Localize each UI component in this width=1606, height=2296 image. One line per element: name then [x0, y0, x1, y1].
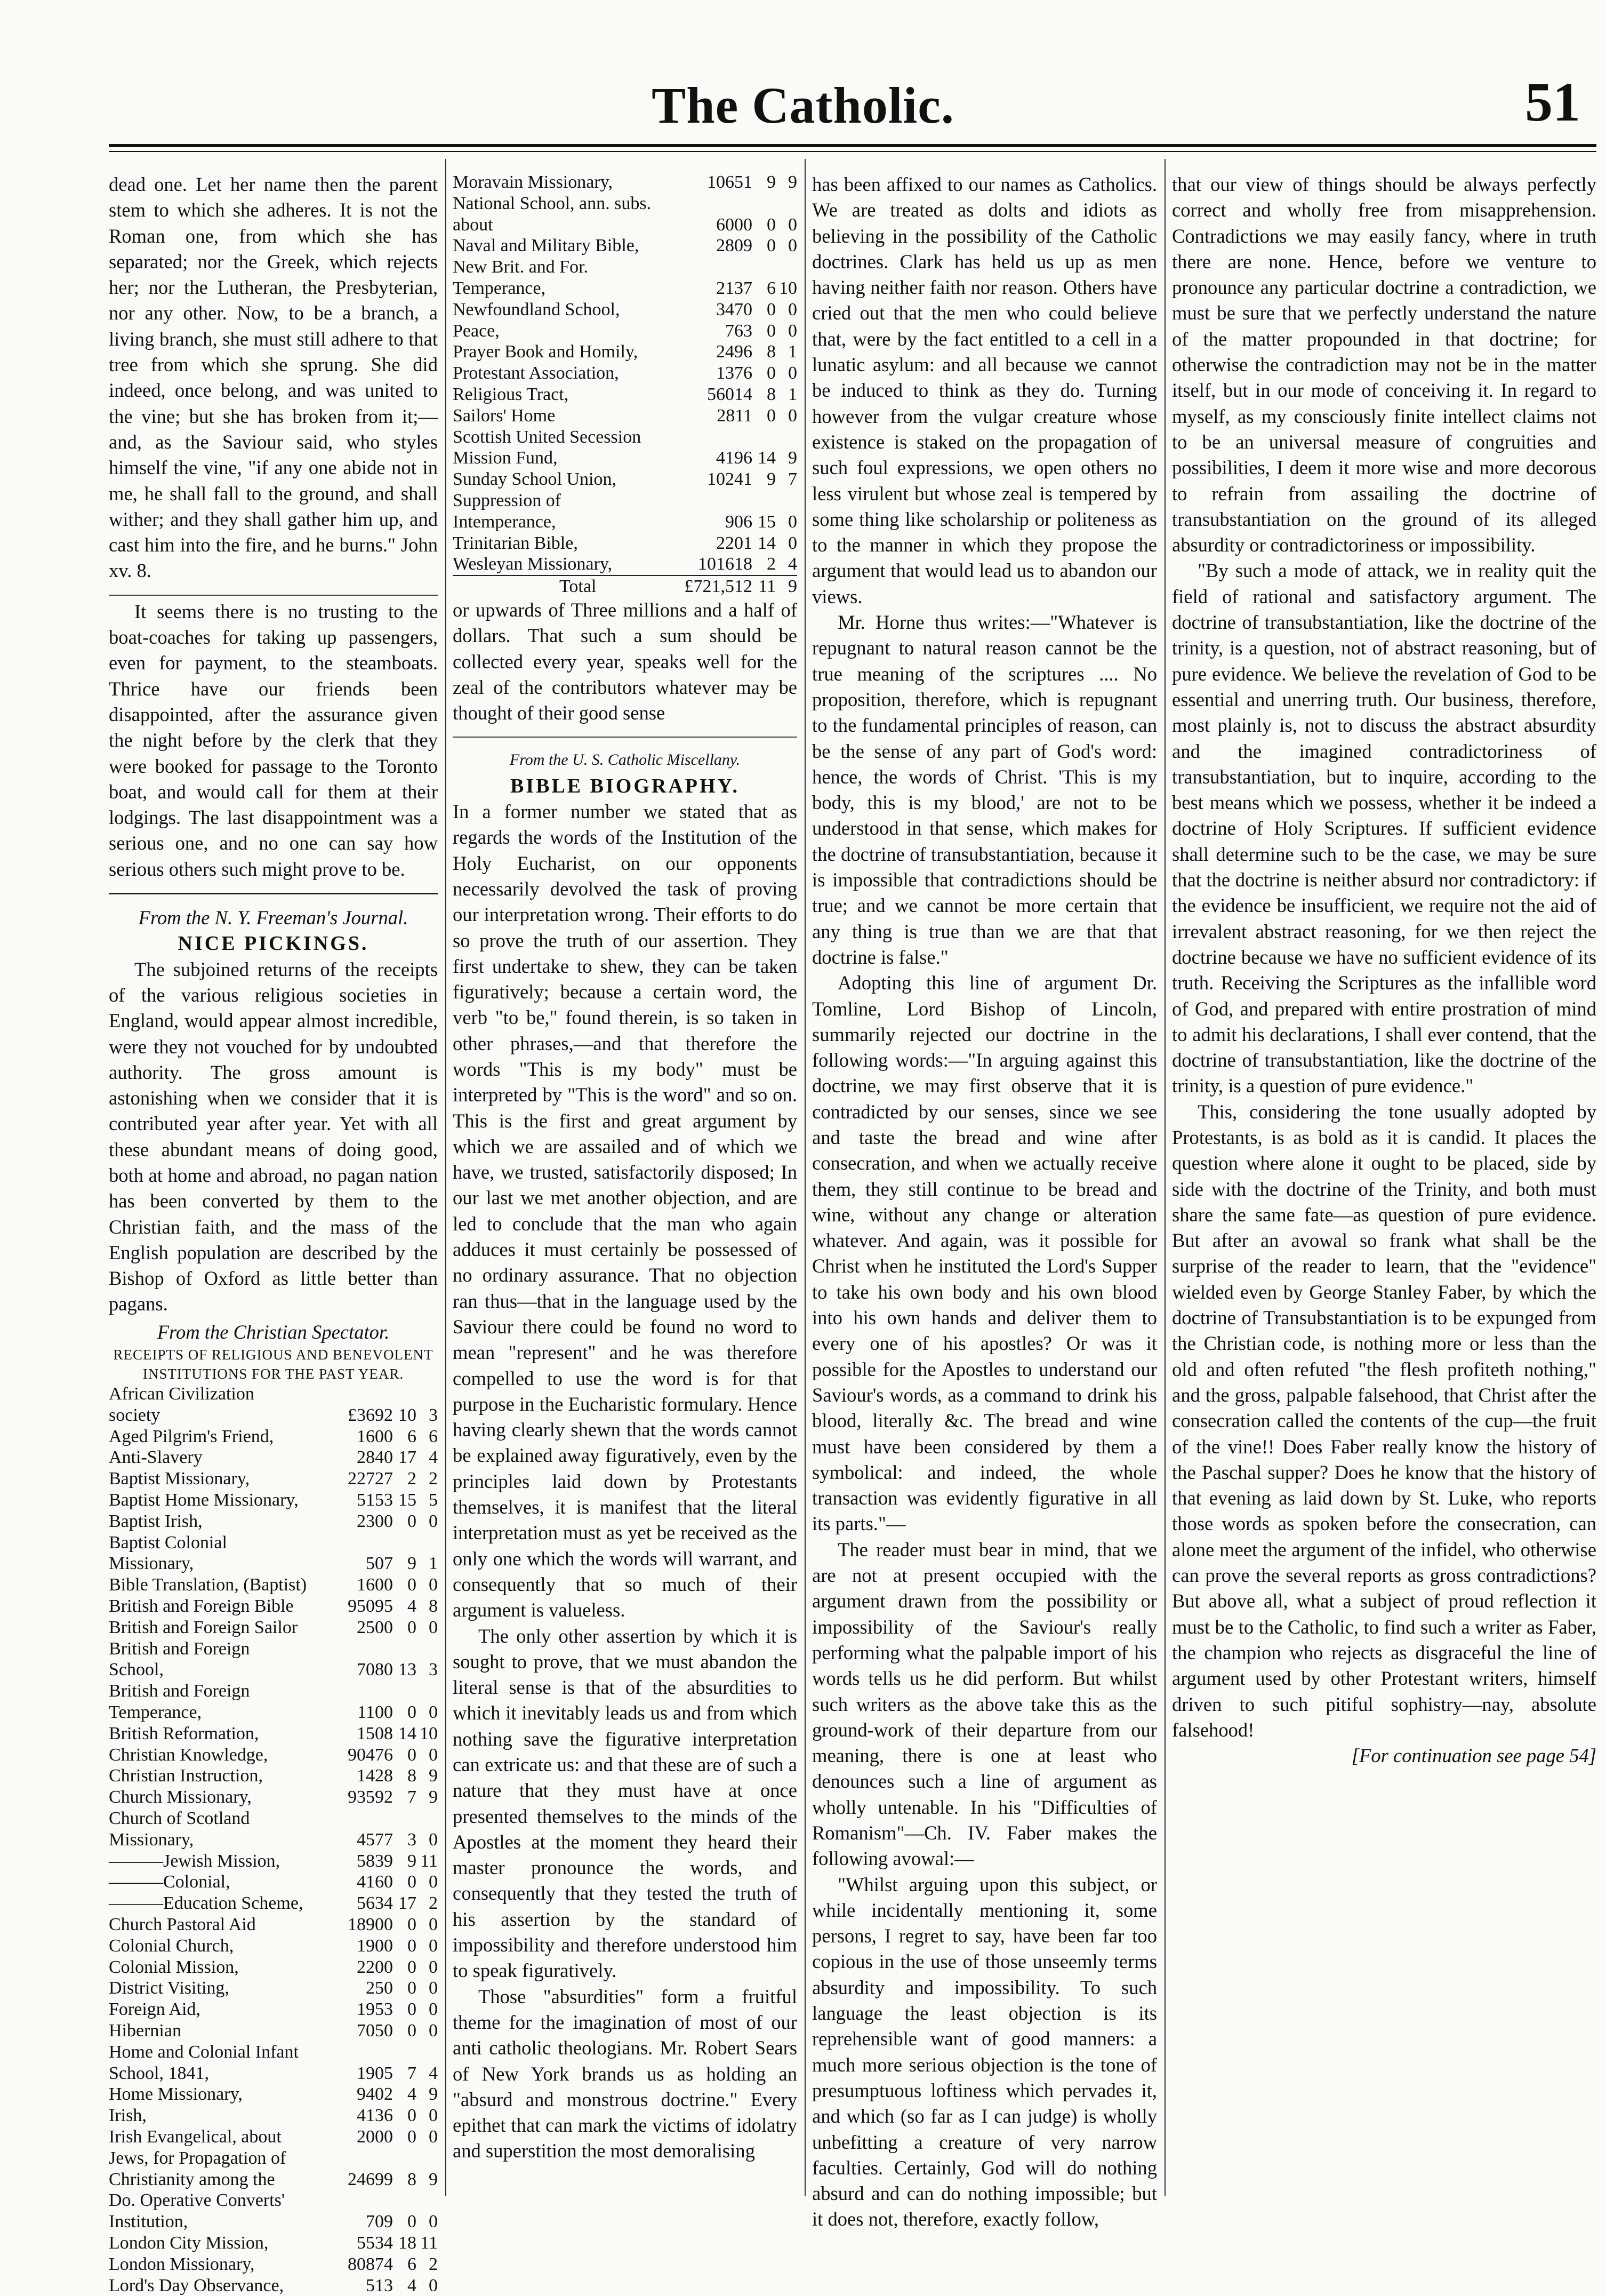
article-paragraph: "Whilst arguing upon this subject, or while incidentally mentioning it, some persons, I regret to say, have been far too copious in the use of those unseemly terms absurdity and impossibility. To such language the least objection is its reprehensible want of good manners: a much more serious objection is the tone of presumptuous loftiness which pervades it, and which (so far as I can judge) is wholly unbefitting a creature of very narrow faculties. Certainly, God will do nothing absurd and can do nothing impossible; but it does not, therefore, exactly follow,	[812, 1873, 1157, 2230]
institution-name: Christian Instruction,	[109, 1766, 263, 1786]
amount-pounds: 2840	[357, 1447, 393, 1468]
article-paragraph: has been affixed to our names as Catholics. We are treated as dolts and idiots as believing in the possibility of the Catholic doctrines. Clark has held us up as men having neither faith nor reason. Others have cried out that the men who could believe that, were by the fact entitled to a cell in a lunatic asylum: and all because we cannot be induced to think as they do. Turning however from the vulgar creature whose existence is staked on the propagation of such foul expressions, we open others no less virulent but whose zeal is tempered by some thing like scholarship or politeness as to the manner in which they propose the argument that would lead us to abandon our views.	[812, 173, 1157, 607]
institution-name: Naval and Military Bible,	[453, 236, 639, 256]
institution-name: Home Missionary,	[109, 2084, 243, 2105]
institution-name: District Visiting,	[109, 1978, 229, 1998]
institution-name: Sunday School Union,	[453, 469, 616, 490]
amount-shillings: 14	[758, 533, 776, 553]
table-row	[109, 1447, 438, 1468]
amount-pounds: 22727	[348, 1469, 393, 1489]
amount-shillings: 7	[407, 2063, 416, 2083]
table-row	[109, 2105, 438, 2126]
institution-name: Home and Colonial Infant School, 1841,	[109, 2042, 299, 2083]
column-2	[453, 172, 797, 2198]
institution-name: Baptist Home Missionary,	[109, 1490, 299, 1510]
amount-pence: 4	[429, 2063, 438, 2083]
table-row	[109, 2233, 438, 2254]
amount-shillings: 0	[407, 2020, 416, 2041]
amount-shillings: 0	[407, 1935, 416, 1956]
amount-shillings: 6	[767, 278, 776, 298]
amount-pence: 0	[429, 2126, 438, 2147]
article-source: From the U. S. Catholic Miscellany.	[509, 751, 741, 769]
article-paragraph: It seems there is no trusting to the boat-coaches for taking up passengers, even for payment, to the steamboats. Thrice have our friends been disappointed, after the assurance given the night before by the clerk that they were booked for passage to the Toronto boat, and would call for them at their lodgings. The last disappointment was a serious one, and no one can say how serious others such might prove to be.	[109, 600, 438, 880]
institution-name: Church Missionary,	[109, 1787, 252, 1807]
table-row	[109, 2275, 438, 2296]
amount-pounds: 95095	[348, 1596, 393, 1617]
amount-pence: 0	[429, 1978, 438, 1998]
amount-pounds: 2201	[716, 533, 752, 553]
amount-pounds: 7050	[357, 2020, 393, 2041]
institution-name: Bible Translation, (Baptist)	[109, 1575, 307, 1595]
amount-shillings: 0	[407, 1978, 416, 1998]
column-separator	[805, 159, 806, 2196]
amount-pence: 0	[429, 1957, 438, 1977]
continuation-note: [For continuation see page 54]	[1351, 1745, 1596, 1767]
amount-shillings: 0	[767, 363, 776, 383]
article-source: From the N. Y. Freeman's Journal.	[138, 907, 408, 929]
institution-name: Church Pastoral Aid	[109, 1914, 256, 1934]
institution-name: Hibernian	[109, 2020, 181, 2041]
amount-pounds: 9402	[357, 2084, 393, 2105]
table-row	[109, 2042, 438, 2084]
institution-name: Prayer Book and Homily,	[453, 342, 638, 362]
table-row	[109, 1596, 438, 1617]
amount-shillings: 4	[407, 1596, 416, 1617]
amount-pounds: 18900	[348, 1914, 393, 1934]
amount-pence: 2	[429, 2254, 438, 2274]
institution-name: British and Foreign Bible	[109, 1596, 294, 1617]
receipts-table	[109, 1383, 438, 2296]
institution-name: ———Education Scheme,	[109, 1893, 303, 1914]
amount-pounds: 93592	[348, 1787, 393, 1807]
amount-shillings: 0	[767, 299, 776, 319]
amount-pence: 0	[429, 1617, 438, 1637]
amount-pence: 0	[429, 1575, 438, 1595]
table-row	[109, 1871, 438, 1893]
table-row	[109, 1723, 438, 1745]
table-row	[453, 235, 797, 257]
table-row	[453, 341, 797, 363]
divider	[453, 737, 797, 738]
institution-name: Moravain Missionary,	[453, 172, 613, 192]
amount-pounds: 1428	[357, 1766, 393, 1786]
amount-shillings: 4	[407, 2275, 416, 2295]
amount-pence: 3	[429, 1405, 438, 1425]
total-pence: 9	[776, 575, 797, 597]
column-1	[109, 172, 438, 2295]
total-shillings: 11	[752, 575, 776, 597]
amount-pounds: 1600	[357, 1426, 393, 1446]
amount-pence: 2	[429, 1893, 438, 1914]
institution-name: National School, ann. subs. about	[453, 193, 652, 235]
table-row	[109, 1745, 438, 1766]
amount-pence: 9	[429, 1787, 438, 1807]
table-row	[109, 2254, 438, 2275]
amount-pounds: 5153	[357, 1490, 393, 1510]
article-paragraph: In a former number we stated that as regards the words of the Institution of the Holy Eucharist, on our opponents necessarily devolved the task of proving our interpretation wrong. Their efforts to do so prove the truth of our assertion. They first undertake to shew, they can be taken figuratively; because a certain word, the verb "to be," found therein, is so taken in other phrases,—and that therefore the words "This is my body" must be interpreted by "This is the word" and so on. This is the first and great argument by which we are assailed and of which we have, we trusted, satisfactorily disposed; In our last we met another objection, and are led to conclude that the man who again adduces it must certainly be possessed of no ordinary assurance. That no objection ran thus—that in the language used by the Saviour there could be found no word to mean "represent" and he was therefore compelled to use the word is for that purpose in the Eucharistic formulary. Hence having clearly shewn that the words cannot be explained away figuratively, even by the principles laid down by Protestants themselves, it is manifest that the literal interpretation must as yet be received as the only one which the words will warrant, and consequently that so much of their argument is valueless.	[453, 801, 797, 1621]
amount-pounds: 1600	[357, 1575, 393, 1595]
institution-name: Lord's Day Observance,	[109, 2275, 284, 2295]
article-paragraph: that our view of things should be always perfectly correct and wholly free from misapprehension. Contradictions we may easily fancy, where in truth there are none. Hence, before we venture to pronounce any particular doctrine a contradiction, we must be sure that we perfectly understand the nature of the matter propounded in that doctrine; for otherwise the contradiction may not be in the matter itself, but in our mode of conceiving it. In regard to myself, as my consciously finite intellect claims not to be an universal measure of congruities and possibilities, I deem it more wise and more decorous to refrain from assailing the doctrine of transubstantiation on the ground of its alleged absurdity or contradictoriness or impossibility.	[1172, 173, 1596, 556]
institution-name: British and Foreign Temperance,	[109, 1681, 250, 1723]
amount-pounds: 80874	[348, 2254, 393, 2274]
amount-pounds: 24699	[348, 2169, 393, 2189]
amount-shillings: 8	[767, 342, 776, 362]
amount-pounds: 10651	[707, 172, 752, 192]
amount-pounds: £3692	[348, 1405, 393, 1425]
total-label: Total	[453, 575, 635, 597]
amount-shillings: 8	[407, 2169, 416, 2189]
amount-pounds: 10241	[707, 469, 752, 490]
institution-name: London City Mission,	[109, 2233, 269, 2253]
amount-shillings: 0	[407, 1702, 416, 1723]
amount-pounds: 1905	[357, 2063, 393, 2083]
institution-name: Newfoundland School,	[453, 299, 620, 319]
table-row	[109, 1893, 438, 1914]
amount-pounds: 4196	[716, 448, 752, 468]
amount-shillings: 3	[407, 1829, 416, 1850]
amount-shillings: 8	[767, 384, 776, 404]
institution-name: Irish Evangelical, about	[109, 2126, 282, 2147]
amount-shillings: 15	[398, 1490, 416, 1510]
amount-shillings: 0	[767, 321, 776, 341]
institution-name: African Civilization society	[109, 1384, 254, 1425]
amount-pence: 0	[788, 533, 797, 553]
amount-shillings: 7	[407, 1787, 416, 1807]
table-row	[453, 193, 797, 236]
amount-pounds: 906	[725, 511, 752, 532]
amount-pence: 10	[779, 278, 797, 298]
amount-pence: 0	[788, 405, 797, 426]
amount-pence: 9	[429, 2169, 438, 2189]
institution-name: Wesleyan Missionary,	[453, 554, 613, 574]
receipts-total	[453, 575, 797, 597]
institution-name: New Brit. and For. Temperance,	[453, 257, 589, 298]
column-separator	[445, 159, 446, 2196]
institution-name: Peace,	[453, 321, 500, 341]
institution-name: Religious Tract,	[453, 384, 569, 404]
amount-pence: 5	[429, 1490, 438, 1510]
amount-pence: 0	[788, 511, 797, 532]
amount-pounds: 1900	[357, 1935, 393, 1956]
table-row	[109, 1851, 438, 1872]
article-paragraph: The subjoined returns of the receipts of the various religious societies in England, would appear almost incredible, were they not vouched for by undoubted authority. The gross amount is astonishing when we consider that it is contributed year after year. Yet with all these abundant means of doing good, both at home and abroad, no pagan nation has been converted by them to the Christian faith, and the mass of the English population are described by the Bishop of Oxford as little better than pagans.	[109, 958, 438, 1315]
amount-pounds: 1100	[357, 1702, 393, 1723]
amount-shillings: 9	[767, 469, 776, 490]
amount-pounds: 6000	[716, 214, 752, 235]
amount-pence: 0	[429, 2275, 438, 2295]
amount-pence: 0	[788, 321, 797, 341]
amount-pence: 0	[429, 1935, 438, 1956]
amount-shillings: 6	[407, 2254, 416, 2274]
amount-pounds: 2500	[357, 1617, 393, 1637]
amount-shillings: 17	[398, 1447, 416, 1468]
column-separator	[1165, 159, 1166, 2196]
amount-pence: 0	[429, 1511, 438, 1531]
amount-pounds: 56014	[707, 384, 752, 404]
amount-pounds: 1376	[716, 363, 752, 383]
amount-shillings: 6	[407, 1426, 416, 1446]
article-paragraph: The only other assertion by which it is sought to prove, that we must abandon the literal sense is that of the absurdities to which it inevitably leads us and from which nothing save the figurative interpretation can extricate us: and that these are of such a nature that they must have at once presented themselves to the minds of the Apostles at the moment they heard their master pronounce the words, and consequently that they tested the truth of his assertion by the standard of impossibility and therefore understood him to speak figuratively.	[453, 1625, 797, 1982]
amount-shillings: 4	[407, 2084, 416, 2105]
table-row	[453, 321, 797, 342]
article-paragraph: dead one. Let her name then the parent stem to which she adheres. It is not the Roman one, from which she has separated; nor the Greek, which rejects her; nor the Lutheran, the Presbyterian, nor any other. Now, to be a branch, a living branch, she must still adhere to that tree from which she sprung. She did indeed, once belong, and was united to the vine; but she has broken from it;—and, as the Saviour said, who styles himself the vine, "if any one abide not in me, he shall fall to the ground, and shall wither; and they shall gather him up, and cast him into the fire, and he burns." John xv. 8.	[109, 173, 438, 582]
amount-pounds: 2200	[357, 1957, 393, 1977]
amount-pence: 1	[788, 342, 797, 362]
institution-name: Baptist Irish,	[109, 1511, 203, 1531]
article-paragraph: "By such a mode of attack, we in reality quit the field of rational and satisfactory argument. The doctrine of transubstantiation, like the doctrine of the trinity, is a question, not of abstract reasoning, but of pure evidence. We believe the revelation of God to be essential and unerring truth. Our business, therefore, most plainly is, not to discuss the abstract absurdity and the imagined contradictoriness of transubstantiation, but to inquire, according to the best means which we possess, whether it be indeed a doctrine of Holy Scriptures. If sufficient evidence shall determine such to be the case, we may be sure that the doctrine is neither absurd nor contradictory: if the evidence be insufficient, we require not the aid of irrevalent abstract reasoning, for we then reject the doctrine because we have no sufficient evidence of its truth. Receiving the Scriptures as the infallible word of God, and prepared with entire prostration of mind to admit his declarations, I shall ever contend, that the doctrine of transubstantiation, like the doctrine of the trinity, is a question of pure evidence."	[1172, 559, 1596, 1097]
table-row	[453, 384, 797, 405]
amount-pounds: 763	[725, 321, 752, 341]
amount-pence: 8	[429, 1596, 438, 1617]
table-row	[109, 1914, 438, 1935]
table-row	[109, 2148, 438, 2190]
amount-shillings: 0	[407, 2126, 416, 2147]
amount-pounds: 2300	[357, 1511, 393, 1531]
amount-shillings: 18	[398, 2233, 416, 2253]
amount-pounds: 4577	[357, 1829, 393, 1850]
amount-shillings: 8	[407, 1766, 416, 1786]
institution-name: Baptist Colonial Missionary,	[109, 1532, 227, 1574]
amount-pounds: 2809	[716, 236, 752, 256]
institution-name: Baptist Missionary,	[109, 1469, 250, 1489]
amount-pence: 9	[788, 172, 797, 192]
amount-shillings: 0	[407, 2212, 416, 2232]
amount-pounds: 2496	[716, 342, 752, 362]
amount-pounds: 90476	[348, 1745, 393, 1765]
institution-name: British and Foreign Sailor	[109, 1617, 298, 1637]
amount-pounds: 513	[366, 2275, 393, 2295]
institution-name: Protestant Association,	[453, 363, 619, 383]
table-row	[109, 1511, 438, 1532]
institution-name: Anti-Slavery	[109, 1447, 203, 1468]
table-row	[453, 490, 797, 533]
table-row	[109, 1574, 438, 1596]
table-row	[109, 1532, 438, 1575]
table-row	[109, 1638, 438, 1681]
amount-pounds: 4160	[357, 1872, 393, 1892]
amount-pounds: 5534	[357, 2233, 393, 2253]
amount-pence: 7	[788, 469, 797, 490]
table-row	[109, 1490, 438, 1511]
amount-shillings: 0	[407, 1957, 416, 1977]
page-title: The Catholic.	[652, 77, 954, 134]
institution-name: British Reformation,	[109, 1723, 259, 1743]
amount-pence: 0	[429, 1914, 438, 1934]
institution-name: Church of Scotland Missionary,	[109, 1809, 250, 1850]
institution-name: Colonial Church,	[109, 1935, 234, 1956]
institution-name: Trinitarian Bible,	[453, 533, 578, 553]
amount-pence: 1	[429, 1554, 438, 1574]
table-row	[453, 469, 797, 490]
amount-pounds: 5839	[357, 1851, 393, 1871]
table-row	[109, 1468, 438, 1490]
amount-shillings: 14	[758, 448, 776, 468]
amount-shillings: 13	[398, 1660, 416, 1680]
amount-pence: 4	[788, 554, 797, 574]
page-number: 51	[1525, 71, 1580, 133]
amount-pence: 10	[420, 1723, 438, 1743]
header-rule-thin	[109, 151, 1596, 152]
amount-pence: 2	[429, 1469, 438, 1489]
table-row	[109, 1999, 438, 2020]
amount-shillings: 0	[407, 1745, 416, 1765]
article-source: From the Christian Spectator.	[157, 1321, 390, 1343]
table-row	[453, 554, 797, 575]
article-paragraph: Adopting this line of argument Dr. Tomline, Lord Bishop of Lincoln, summarily rejected our doctrine in the following words:—"In arguing against this doctrine, we may first observe that it is contradicted by our senses, since we see and taste the bread and wine after consecration, and when we actually receive them, they still continue to be bread and wine, without any change or alteration whatever. And again, was it possible for Christ when he instituted the Lord's Supper to take his own body and his own blood into his own hands and deliver them to every one of his apostles? Or was it possible for the Apostles to understand our Saviour's words, as a command to drink his blood, literally &c. The bread and wine must have been considered by them a symbolical: and indeed, the whole transaction was evidently figurative in all its parts."—	[812, 972, 1157, 1535]
institution-name: ———Colonial,	[109, 1872, 230, 1892]
amount-shillings: 0	[407, 1914, 416, 1934]
amount-pounds: 2000	[357, 2126, 393, 2147]
article-paragraph: The reader must bear in mind, that we are not at present occupied with the argument drawn from the possibility or impossibility of the Saviour's really performing what the palpable import of his words tells us he did perform. But whilst such writers as the above take this as the ground-work of their departure from our meaning, there is one at least who denounces such a line of argument as wholly untenable. In his "Difficulties of Romanism"—Ch. IV. Faber makes the following avowal:—	[812, 1538, 1157, 1870]
amount-pence: 6	[429, 1426, 438, 1446]
table-row	[453, 533, 797, 554]
amount-shillings: 2	[407, 1469, 416, 1489]
amount-pence: 0	[429, 2212, 438, 2232]
amount-pence: 4	[429, 1447, 438, 1468]
amount-shillings: 0	[407, 1872, 416, 1892]
amount-pounds: 4136	[357, 2106, 393, 2126]
table-row	[109, 2084, 438, 2105]
institution-name: ———Jewish Mission,	[109, 1851, 280, 1871]
table-title: RECEIPTS OF RELIGIOUS AND BENEVOLENT INSTITUTIONS FOR THE PAST YEAR.	[113, 1347, 433, 1382]
amount-pounds: 1508	[357, 1723, 393, 1743]
article-heading: BIBLE BIOGRAPHY.	[510, 774, 740, 797]
amount-pence: 0	[788, 363, 797, 383]
amount-pounds: 3470	[716, 299, 752, 319]
amount-shillings: 0	[767, 214, 776, 235]
amount-shillings: 0	[407, 1511, 416, 1531]
table-row	[109, 1957, 438, 1978]
amount-pounds: 2811	[717, 405, 752, 426]
amount-pounds: 709	[366, 2212, 393, 2232]
amount-shillings: 15	[758, 511, 776, 532]
amount-shillings: 17	[398, 1893, 416, 1914]
amount-shillings: 14	[398, 1723, 416, 1743]
table-row	[453, 172, 797, 193]
table-row	[109, 1935, 438, 1957]
column-3	[812, 172, 1157, 2230]
header-rule	[109, 144, 1596, 147]
amount-shillings: 0	[407, 1575, 416, 1595]
institution-name: Do. Operative Converts' Institution,	[109, 2190, 285, 2232]
amount-pence: 0	[788, 214, 797, 235]
amount-pounds: 250	[366, 1978, 393, 1998]
article-paragraph: Those "absurdities" form a fruitful theme for the imagination of most of our anti catholic theologians. Mr. Robert Sears of New York brands us as holding an "absurd and monstrous doctrine." Every epithet that can mark the victims of idolatry and superstition the most demoralising	[453, 1985, 797, 2162]
amount-pounds: 507	[366, 1554, 393, 1574]
table-row	[109, 1787, 438, 1808]
amount-pence: 0	[788, 299, 797, 319]
amount-pence: 11	[420, 1851, 438, 1871]
amount-pounds: 2137	[716, 278, 752, 298]
amount-pounds: 101618	[698, 554, 752, 574]
amount-pounds: 1953	[357, 1999, 393, 2020]
table-row	[453, 427, 797, 469]
institution-name: Jews, for Propagation of Christianity among the	[109, 2148, 286, 2189]
institution-name: Foreign Aid,	[109, 1999, 200, 2020]
table-row	[109, 2126, 438, 2148]
article-paragraph: Mr. Horne thus writes:—"Whatever is repugnant to natural reason cannot be the true meaning of the scriptures .... No proposition, therefore, which is repugnant to the fundamental principles of reason, can be the sense of any part of God's word: hence, the words of Christ. 'This is my body, this is my blood,' are not to be understood in that sense, which makes for the doctrine of transubstantiation, because it is impossible that contradictions should be true; and we cannot be more certain that any thing is true than we are that that doctrine is false."	[812, 611, 1157, 968]
amount-pence: 1	[788, 384, 797, 404]
institution-name: London Missionary,	[109, 2254, 255, 2274]
institution-name: Sailors' Home	[453, 405, 556, 426]
column-4	[1172, 172, 1596, 2198]
table-row	[109, 1978, 438, 1999]
amount-pence: 9	[429, 2084, 438, 2105]
institution-name: Scottish United Secession Mission Fund,	[453, 427, 641, 468]
amount-shillings: 9	[767, 172, 776, 192]
table-row	[453, 257, 797, 299]
table-row	[109, 1383, 438, 1426]
table-row	[109, 1426, 438, 1447]
amount-pence: 0	[429, 1702, 438, 1723]
amount-pence: 0	[429, 1999, 438, 2020]
table-row	[109, 2190, 438, 2233]
institution-name: Christian Knowledge,	[109, 1745, 268, 1765]
table-row	[109, 1808, 438, 1851]
amount-pence: 9	[788, 448, 797, 468]
article-paragraph: or upwards of Three millions and a half of dollars. That such a sum should be collected every year, speaks well for the zeal of the contributors whatever may be thought of their good sense	[453, 598, 797, 724]
amount-shillings: 10	[398, 1405, 416, 1425]
amount-shillings: 0	[407, 1617, 416, 1637]
article-heading: NICE PICKINGS.	[178, 932, 369, 955]
amount-pounds: 5634	[357, 1893, 393, 1914]
institution-name: Irish,	[109, 2106, 147, 2126]
institution-name: Suppression of Intemperance,	[453, 490, 561, 532]
institution-name: Colonial Mission,	[109, 1957, 239, 1977]
table-row	[109, 1681, 438, 1723]
amount-shillings: 0	[407, 2106, 416, 2126]
amount-pence: 11	[420, 2233, 438, 2253]
table-row	[109, 2020, 438, 2042]
amount-shillings: 9	[407, 1554, 416, 1574]
amount-shillings: 0	[767, 236, 776, 256]
amount-pence: 0	[429, 1745, 438, 1765]
receipts-table-continued	[453, 172, 797, 575]
amount-pence: 3	[429, 1660, 438, 1680]
amount-shillings: 0	[767, 405, 776, 426]
amount-pounds: 7080	[357, 1660, 393, 1680]
table-row	[453, 405, 797, 427]
institution-name: British and Foreign School,	[109, 1638, 250, 1680]
amount-pence: 0	[788, 236, 797, 256]
table-row	[453, 363, 797, 384]
divider	[109, 595, 438, 596]
institution-name: Aged Pilgrim's Friend,	[109, 1426, 274, 1446]
amount-pence: 0	[429, 2106, 438, 2126]
table-row	[453, 299, 797, 321]
article-paragraph: This, considering the tone usually adopted by Protestants, is as bold as it is candid. It places the question where alone it ought to be placed, side by side with the doctrine of the Trinity, and both must share the same fate—as question of pure evidence. But after an avowal so frank what shall be the surprise of the reader to learn, that the "evidence" wielded even by George Stanley Faber, by which the doctrine of Transubstantiation is to be expunged from the Christian code, is nothing more or less than the old and often refuted "the flesh profiteth nothing," and the gross, palpable falsehood, that Christ after the consecration called the contents of the cup—the fruit of the vine!! Does Faber really know the history of the Paschal supper? Does he know that the history of that evening as laid down by St. Luke, who reports those words as spoken before the consecration, can alone meet the argument of the infidel, who otherwise can prove the several reports as gross contradictions? But above all, what a subject of proud reflection it must be to the Catholic, to find such a writer as Faber, the champion who rejects as disgraceful the line of argument used by other Protestant writers, himself driven to such pitiful sophistry—nay, absolute falsehood!	[1172, 1100, 1596, 1741]
total-amount: £721,512	[635, 575, 752, 597]
amount-shillings: 9	[407, 1851, 416, 1871]
divider	[109, 893, 438, 894]
amount-shillings: 0	[407, 1999, 416, 2020]
amount-pence: 0	[429, 1872, 438, 1892]
amount-pence: 0	[429, 2020, 438, 2041]
amount-pence: 9	[429, 1766, 438, 1786]
amount-shillings: 2	[767, 554, 776, 574]
table-row	[109, 1765, 438, 1787]
table-row	[109, 1617, 438, 1638]
amount-pence: 0	[429, 1829, 438, 1850]
